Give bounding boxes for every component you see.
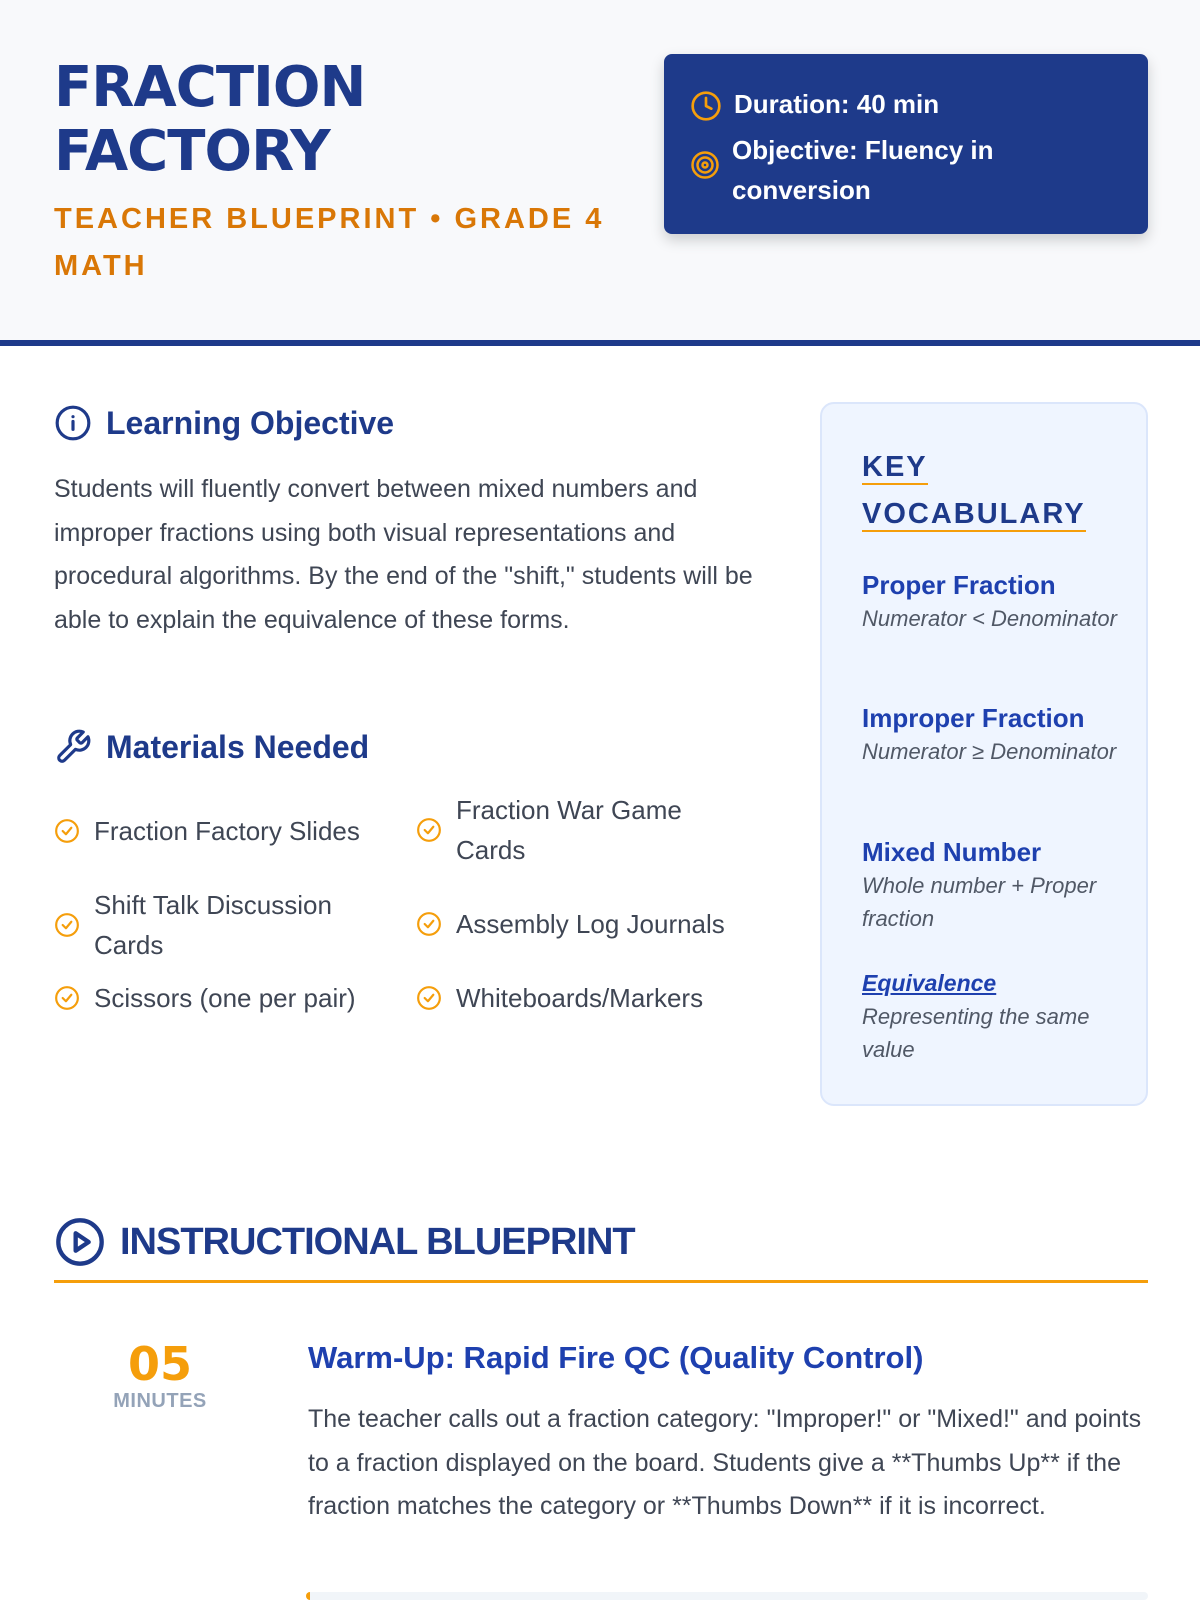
step-callout [306,1592,1148,1600]
title-line-1: FRACTION [54,55,366,120]
check-circle-icon [416,911,442,937]
term-name-link[interactable]: Equivalence [862,970,997,996]
materials-title: Materials Needed [106,728,370,765]
section-divider [54,1280,1148,1283]
info-icon [54,404,92,442]
list-item [416,978,703,1018]
check-circle-icon [54,912,80,938]
target-icon [690,150,720,180]
term-name: Mixed Number [862,837,1042,867]
list-item [416,904,725,944]
check-circle-icon [54,818,80,844]
page-title [54,56,365,184]
play-circle-icon [54,1216,106,1268]
term-definition: Numerator < Denominator [862,606,1117,631]
list-item [54,885,384,965]
material-label: Scissors (one per pair) [94,983,356,1013]
blueprint-heading [54,1216,635,1268]
clock-icon [690,90,722,122]
term-definition: Numerator ≥ Denominator [862,739,1117,764]
page-subtitle: TEACHER BLUEPRINT • GRADE 4 MATH [54,203,605,282]
learning-objective-heading [54,404,394,442]
term-name: Proper Fraction [862,570,1056,600]
lesson-info-card [664,54,1148,234]
step-duration [100,1338,220,1413]
material-label: Fraction War Game Cards [456,795,682,865]
step-minutes: 05 [127,1337,192,1391]
material-label: Assembly Log Journals [456,909,725,939]
key-vocabulary-panel [820,402,1148,1106]
term-name: Improper Fraction [862,703,1085,733]
objective-row [690,130,1130,210]
material-label: Shift Talk Discussion Cards [94,890,332,960]
learning-objective-text: Students will fluently convert between mixed numbers and improper fractions using both visual representations and procedural algorithms. By the end of the "shift," students will be able to explain the equivalence of these forms. [54,475,753,634]
learning-objective-title: Learning Objective [106,404,395,441]
check-circle-icon [416,985,442,1011]
term-definition: Whole number + Proper fraction [862,873,1097,931]
vocab-term [862,568,1132,635]
header [0,0,1200,346]
vocab-term [862,835,1132,935]
list-item [54,978,356,1018]
list-item [416,790,746,870]
duration-row [690,84,939,124]
term-definition: Representing the same value [862,1004,1090,1062]
duration-text: Duration: 40 min [734,89,940,119]
materials-heading [54,728,369,766]
vocab-term [862,966,1132,1066]
material-label: Whiteboards/Markers [456,983,704,1013]
vocabulary-title-text: KEY VOCABULARY [862,451,1086,530]
list-item [54,811,360,851]
material-label: Fraction Factory Slides [94,816,360,846]
vocabulary-title [862,444,1122,538]
step-title: Warm-Up: Rapid Fire QC (Quality Control) [308,1340,924,1375]
objective-text: Objective: Fluency in conversion [732,135,994,205]
step-unit: MINUTES [113,1390,207,1412]
wrench-icon [54,728,92,766]
blueprint-title: INSTRUCTIONAL BLUEPRINT [120,1220,635,1263]
vocab-term [862,701,1132,768]
step-description: The teacher calls out a fraction category: "Improper!" or "Mixed!" and points to a fraction displayed on the board. Students give a **Thumbs Up** if the fraction matches the category or **Thumbs Down** if it is incorrect. [308,1405,1142,1520]
check-circle-icon [54,985,80,1011]
title-line-2: FACTORY [54,119,330,184]
check-circle-icon [416,817,442,843]
